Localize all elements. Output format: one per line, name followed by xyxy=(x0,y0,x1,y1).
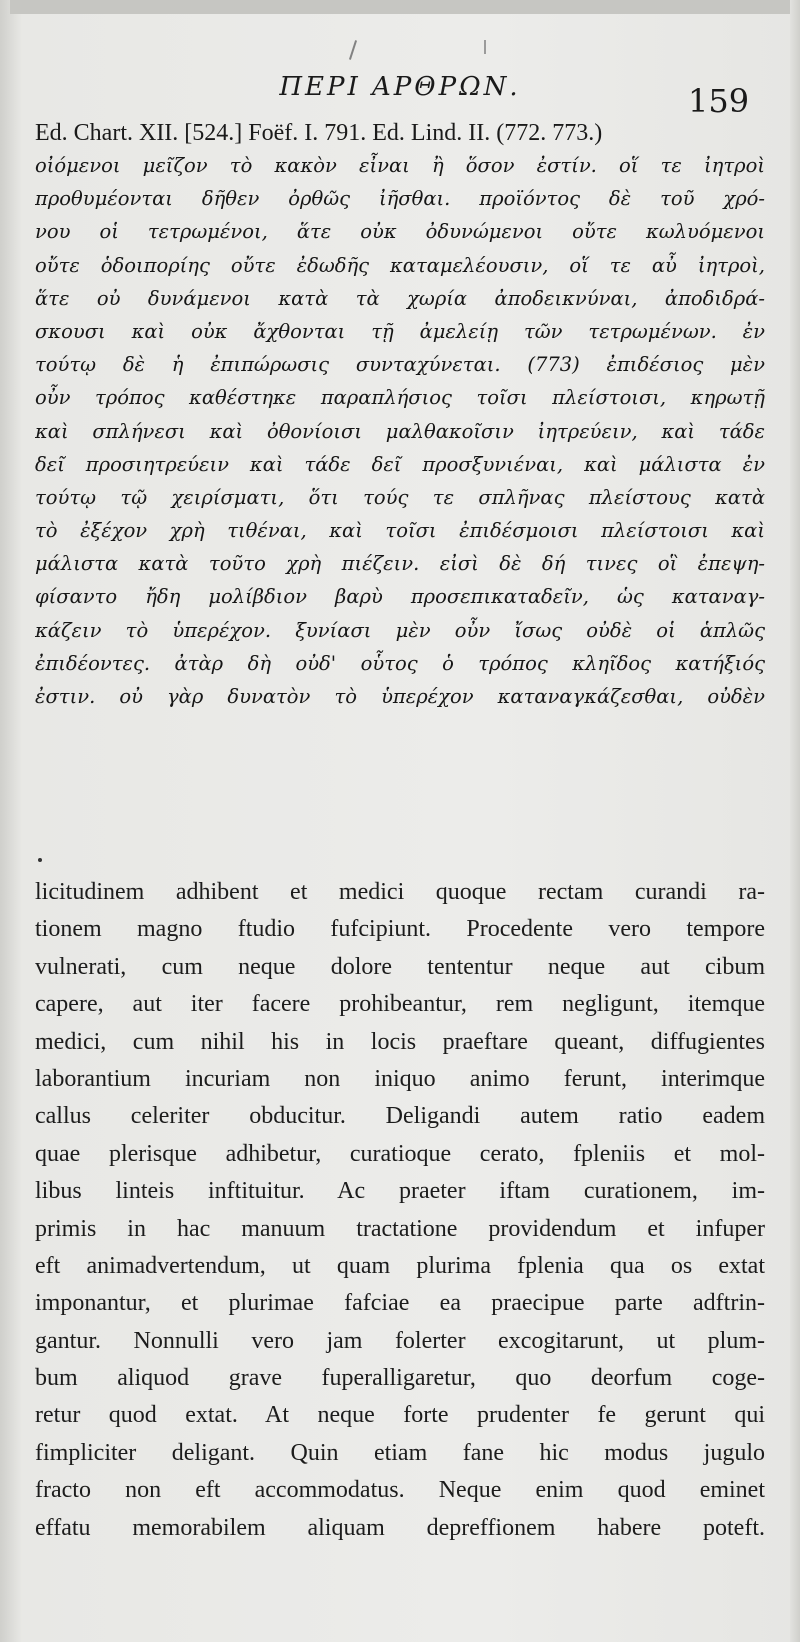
latin-line: licitudinem adhibent et medici quoque rectam curandi ra- xyxy=(35,879,765,905)
greek-line: νου οἱ τετρωμένοι, ἅτε οὐκ ὀδυνώμενοι οὔτε κωλυόμενοι xyxy=(35,220,765,244)
greek-line: καὶ σπλήνεσι καὶ ὀθονίοισι μαλθακοῖσιν ἰητρεύειν, καὶ τάδε xyxy=(35,419,765,443)
latin-line: libus linteis inftituitur. Ac praeter iftam curationem, im- xyxy=(35,1178,765,1205)
greek-line: σκουσι καὶ οὐκ ἄχθονται τῇ ἀμελείῃ τῶν τετρωμένων. ἐν xyxy=(35,319,765,343)
running-head xyxy=(0,60,800,120)
greek-line: φίσαντο ἤδη μολίβδιον βαρὺ προσεπικαταδεῖν, ὡς καταναγ- xyxy=(35,585,765,609)
latin-line: effatu memorabilem aliquam depreffionem habere poteft. xyxy=(35,1514,765,1541)
greek-text-block xyxy=(35,149,765,713)
latin-line: callus celeriter obducitur. Deligandi autem ratio eadem xyxy=(35,1103,765,1130)
greek-line: μάλιστα κατὰ τοῦτο χρὴ πιέζειν. εἰσὶ δὲ δή τινες οἳ ἐπεψη- xyxy=(35,552,765,576)
greek-line: ἅτε οὐ δυνάμενοι κατὰ τὰ χωρία ἀποδεικνύναι, ἀποδιδρά- xyxy=(35,286,765,310)
latin-line: fimpliciter deligant. Quin etiam fane hic modus jugulo xyxy=(35,1439,765,1466)
latin-line: retur quod extat. At neque forte prudenter fe gerunt qui xyxy=(35,1402,765,1429)
latin-line: imponantur, et plurimae fafciae ea praecipue parte adftrin- xyxy=(35,1290,765,1317)
greek-line: τούτῳ τῷ χειρίσματι, ὅτι τούς τε σπλῆνας πλείστους κατὰ xyxy=(35,485,765,509)
latin-line: quae plerisque adhibetur, curatioque cerato, fpleniis et mol- xyxy=(35,1140,765,1167)
latin-line: bum aliquod grave fuperalligaretur, quo deorfum coge- xyxy=(35,1365,765,1392)
edition-reference-line: Ed. Chart. XII. [524.] Foëf. I. 791. Ed. Lind. II. (772. 773.) xyxy=(35,120,603,146)
greek-line: οὖν τρόπος καθέστηκε παραπλήσιος τοῖσι πλείστοισι, κηρωτῇ xyxy=(35,386,765,410)
latin-line: medici, cum nihil his in locis praeftare queant, diffugientes xyxy=(35,1028,765,1055)
greek-line: δεῖ προσιητρεύειν καὶ τάδε δεῖ προσξυνιέναι, καὶ μάλιστα ἐν xyxy=(35,452,765,476)
stray-mark xyxy=(484,40,486,54)
latin-line: eft animadvertendum, ut quam plurima fplenia qua os extat xyxy=(35,1252,765,1279)
page-number: 159 xyxy=(688,82,750,120)
latin-line: primis in hac manuum tractatione providendum et infuper xyxy=(35,1215,765,1242)
running-title: ΠΕΡΙ ΑΡΘΡΩΝ. xyxy=(279,72,521,102)
latin-line: capere, aut iter facere prohibeantur, rem negligunt, itemque xyxy=(35,991,765,1018)
latin-text-block xyxy=(35,874,765,1547)
latin-line: gantur. Nonnulli vero jam folerter excogitarunt, ut plum- xyxy=(35,1327,765,1354)
ink-speck xyxy=(38,858,42,862)
greek-line: οὔτε ὁδοιπορίης οὔτε ἐδωδῆς καταμελέουσιν, οἵ τε αὖ ἰητροὶ, xyxy=(35,253,765,277)
latin-line: tionem magno ftudio fufcipiunt. Procedente vero tempore xyxy=(35,916,765,943)
greek-line: ἐστιν. οὐ γὰρ δυνατὸν τὸ ὑπερέχον καταναγκάζεσθαι, οὐδὲν xyxy=(35,685,765,708)
greek-line: τὸ ἐξέχον χρὴ τιθέναι, καὶ τοῖσι ἐπιδέσμοισι πλείστοισι καὶ xyxy=(35,519,765,543)
greek-line: κάζειν τὸ ὑπερέχον. ξυνίασι μὲν οὖν ἴσως οὐδὲ οἱ ἁπλῶς xyxy=(35,618,765,642)
greek-line: οἰόμενοι μεῖζον τὸ κακὸν εἶναι ἢ ὅσον ἐστίν. οἵ τε ἰητροὶ xyxy=(35,154,765,177)
greek-line: προθυμέονται δῆθεν ὀρθῶς ἰῆσθαι. προϊόντος δὲ τοῦ χρό- xyxy=(35,187,765,211)
greek-line: τούτῳ δὲ ἡ ἐπιπώρωσις συνταχύνεται. (773) ἐπιδέσιος μὲν xyxy=(35,353,765,377)
greek-line: ἐπιδέοντες. ἀτὰρ δὴ οὐδ' οὗτος ὁ τρόπος κληῖδος κατήξιός xyxy=(35,651,765,675)
latin-line: laborantium incuriam non iniquo animo ferunt, interimque xyxy=(35,1065,765,1092)
latin-line: vulnerati, cum neque dolore tententur neque aut cibum xyxy=(35,953,765,980)
stray-mark xyxy=(349,40,357,60)
latin-line: fracto non eft accommodatus. Neque enim quod eminet xyxy=(35,1477,765,1504)
top-scan-edge xyxy=(10,0,800,14)
right-scan-edge xyxy=(790,0,800,1642)
